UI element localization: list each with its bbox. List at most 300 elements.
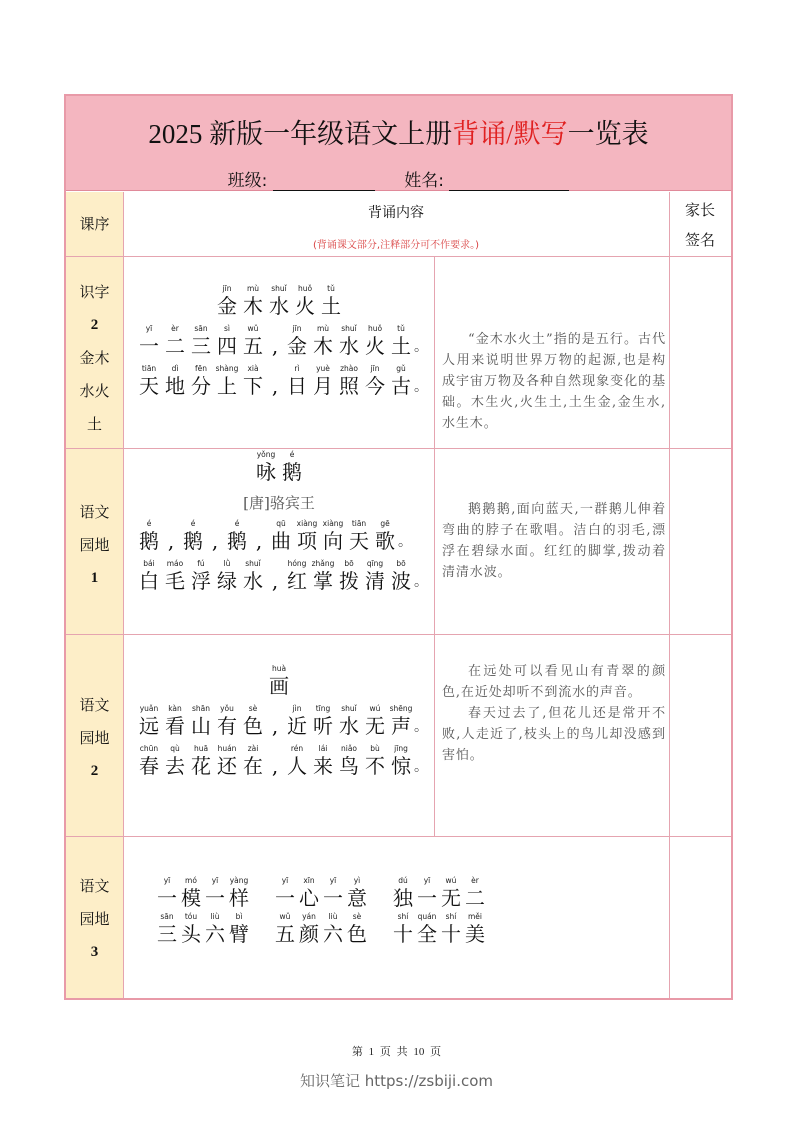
- hanzi: 六: [323, 922, 343, 946]
- note-paragraph: 在远处可以看见山有青翠的颜色,在近处却听不到流水的声音。: [442, 664, 666, 700]
- hanzi: 山: [191, 714, 211, 738]
- hanzi-with-pinyin: [188, 744, 214, 778]
- pinyin: xià: [247, 364, 259, 373]
- hanzi: 水: [269, 294, 289, 318]
- poem-title: [124, 664, 434, 698]
- poem-hua: [124, 664, 434, 778]
- pinyin: tīng: [315, 704, 331, 713]
- pinyin: yàng: [229, 876, 249, 885]
- pinyin: lǜ: [223, 559, 231, 568]
- hanzi: 咏: [256, 460, 276, 484]
- hanzi-with-pinyin: [136, 559, 162, 593]
- class-field: [228, 166, 375, 191]
- hanzi-with-pinyin: [362, 324, 388, 358]
- recitation-table: [64, 94, 733, 1000]
- hanzi: 火: [295, 294, 315, 318]
- hanzi: 日: [287, 374, 307, 398]
- pinyin: shí: [445, 912, 457, 921]
- pinyin: shàng: [215, 364, 239, 373]
- row-seq-4: [66, 870, 123, 969]
- row-seq-1: [66, 276, 123, 441]
- row-seq-3: [66, 689, 123, 788]
- page-title: [66, 112, 731, 151]
- pinyin: wǔ: [279, 912, 291, 921]
- hanzi: 一: [323, 886, 343, 910]
- hanzi: 来: [313, 754, 333, 778]
- pinyin: mù: [246, 284, 260, 293]
- seq-text: 土: [86, 415, 102, 433]
- poem-author: [唐]骆宾王: [243, 494, 315, 512]
- hanzi-with-pinyin: [310, 704, 336, 738]
- hanzi: 月: [313, 374, 333, 398]
- pinyin: yī: [145, 324, 153, 333]
- pinyin: rén: [290, 744, 304, 753]
- pinyin: yī: [211, 876, 219, 885]
- hanzi: 十: [441, 922, 461, 946]
- seq-text: 园地: [79, 729, 110, 747]
- pinyin: èr: [471, 876, 479, 885]
- name-blank[interactable]: [449, 174, 569, 191]
- hanzi: 地: [165, 374, 185, 398]
- hanzi: 十: [393, 922, 413, 946]
- hanzi-with-pinyin: [214, 284, 240, 318]
- note-paragraph: “金木水火土”指的是五行。古代人用来说明世界万物的起源,也是构成宇宙万物及各种自然现象变化的基础。木生火,火生土,土生金,金生水,水生木。: [442, 332, 666, 431]
- hanzi-with-pinyin: [310, 744, 336, 778]
- hanzi: 金: [287, 334, 307, 358]
- hanzi: 春: [139, 754, 159, 778]
- hanzi-with-pinyin: [203, 912, 227, 946]
- pinyin: shān: [191, 704, 210, 713]
- hanzi: 水: [339, 334, 359, 358]
- header-content-title: 背诵内容: [368, 205, 424, 221]
- hanzi: 美: [465, 922, 485, 946]
- pinyin: huǒ: [297, 284, 313, 293]
- poem-line: [136, 324, 434, 358]
- hanzi-with-pinyin: [391, 876, 415, 910]
- hanzi-with-pinyin: [362, 364, 388, 398]
- pinyin: zài: [247, 744, 259, 753]
- hanzi: 画: [269, 674, 289, 698]
- pinyin: qū: [276, 519, 286, 528]
- pinyin: lái: [318, 744, 328, 753]
- hanzi-with-pinyin: [179, 912, 203, 946]
- pinyin: é: [289, 450, 295, 459]
- hanzi-with-pinyin: [188, 704, 214, 738]
- pinyin: gē: [380, 519, 390, 528]
- idiom: [273, 912, 369, 946]
- idiom-row: [155, 876, 487, 910]
- pinyin: měi: [467, 912, 482, 921]
- pinyin: bō: [396, 559, 406, 568]
- hanzi-with-pinyin: [284, 364, 310, 398]
- seq-text: 园地: [79, 536, 110, 554]
- hanzi: 一: [275, 886, 295, 910]
- hanzi-with-pinyin: [362, 704, 388, 738]
- pinyin: liù: [328, 912, 338, 921]
- hanzi-with-pinyin: [136, 704, 162, 738]
- punctuation: ,: [271, 374, 279, 398]
- pinyin: wú: [369, 704, 381, 713]
- poem-line: [136, 744, 434, 778]
- hanzi-with-pinyin: [214, 324, 240, 358]
- hanzi: 一: [417, 886, 437, 910]
- pinyin: yán: [302, 912, 316, 921]
- poem-jinmushuihuotu: [124, 284, 434, 398]
- pinyin: é: [146, 519, 152, 528]
- pinyin: qīng: [366, 559, 384, 568]
- punctuation: 。: [398, 534, 412, 550]
- hanzi-with-pinyin: [345, 876, 369, 910]
- hanzi: 上: [217, 374, 237, 398]
- pinyin: rì: [294, 364, 300, 373]
- pinyin: dì: [171, 364, 179, 373]
- pinyin: yǒu: [220, 704, 234, 713]
- pinyin: chūn: [139, 744, 159, 753]
- hanzi: 项: [297, 529, 317, 553]
- header-sign: [669, 192, 731, 255]
- hanzi-with-pinyin: [162, 324, 188, 358]
- pinyin: mó: [185, 876, 197, 885]
- divider: [66, 836, 731, 837]
- pinyin: huán: [217, 744, 237, 753]
- pinyin: shēng: [389, 704, 413, 713]
- pinyin: wǔ: [247, 324, 259, 333]
- pinyin: é: [190, 519, 196, 528]
- hanzi-with-pinyin: [362, 559, 388, 593]
- hanzi-with-pinyin: [310, 559, 336, 593]
- pinyin: tǔ: [397, 324, 405, 333]
- divider: [669, 192, 670, 998]
- hanzi-with-pinyin: [273, 876, 297, 910]
- pinyin: tiān: [351, 519, 367, 528]
- hanzi-with-pinyin: [336, 324, 362, 358]
- hanzi-with-pinyin: [321, 876, 345, 910]
- pinyin: zhào: [340, 364, 358, 373]
- name-label: 姓名:: [404, 171, 444, 191]
- hanzi-with-pinyin: [227, 876, 251, 910]
- hanzi-with-pinyin: [136, 364, 162, 398]
- seq-text: 语文: [79, 696, 110, 714]
- seq-text: 语文: [79, 503, 110, 521]
- punctuation: ,: [211, 529, 219, 553]
- hanzi: 木: [243, 294, 263, 318]
- punctuation: ,: [271, 754, 279, 778]
- hanzi: 鸟: [339, 754, 359, 778]
- hanzi: 去: [165, 754, 185, 778]
- hanzi: 水: [243, 569, 263, 593]
- pinyin: liù: [210, 912, 220, 921]
- hanzi-with-pinyin: [136, 744, 162, 778]
- hanzi-with-pinyin: [162, 559, 188, 593]
- pinyin: quán: [417, 912, 437, 921]
- hanzi: 头: [181, 922, 201, 946]
- hanzi-with-pinyin: [180, 519, 206, 553]
- header-seq: 课序: [79, 215, 110, 233]
- hanzi: 颜: [299, 922, 319, 946]
- hanzi: 一: [157, 886, 177, 910]
- hanzi: 土: [391, 334, 411, 358]
- hanzi-with-pinyin: [227, 912, 251, 946]
- hanzi: 独: [393, 886, 413, 910]
- pinyin: fú: [197, 559, 205, 568]
- hanzi-with-pinyin: [266, 284, 292, 318]
- hanzi: 清: [365, 569, 385, 593]
- pinyin: yuè: [316, 364, 330, 373]
- hanzi: 三: [157, 922, 177, 946]
- poem-line: [136, 559, 434, 593]
- hanzi: 臂: [229, 922, 249, 946]
- hanzi: 向: [323, 529, 343, 553]
- name-field: [404, 166, 569, 191]
- seq-text: 水火: [79, 382, 110, 400]
- pinyin: shuǐ: [271, 284, 287, 293]
- hanzi: 色: [243, 714, 263, 738]
- punctuation: 。: [414, 759, 428, 775]
- hanzi-with-pinyin: [224, 519, 250, 553]
- hanzi-with-pinyin: [294, 519, 320, 553]
- pinyin: huà: [271, 664, 287, 673]
- hanzi-with-pinyin: [284, 324, 310, 358]
- hanzi: 四: [217, 334, 237, 358]
- hanzi: 一: [139, 334, 159, 358]
- seq-text: 金木: [79, 349, 110, 367]
- header-content-note: (背诵课文部分,注释部分可不作要求。): [313, 240, 479, 251]
- hanzi: 鹅: [139, 529, 159, 553]
- hanzi: 毛: [165, 569, 185, 593]
- hanzi-with-pinyin: [415, 912, 439, 946]
- hanzi: 天: [139, 374, 159, 398]
- hanzi-with-pinyin: [321, 912, 345, 946]
- note-paragraph: 春天过去了,但花儿还是常开不败,人走近了,枝头上的鸟儿却没感到害怕。: [442, 706, 666, 763]
- pinyin: yì: [353, 876, 361, 885]
- class-label: 班级:: [227, 171, 268, 191]
- hanzi-with-pinyin: [388, 559, 414, 593]
- hanzi-with-pinyin: [336, 559, 362, 593]
- hanzi: 木: [313, 334, 333, 358]
- pinyin: shí: [397, 912, 409, 921]
- seq-text: 识字: [79, 283, 110, 301]
- pinyin: yuǎn: [139, 704, 159, 713]
- hanzi-with-pinyin: [188, 364, 214, 398]
- site-watermark: 知识笔记 https://zsbiji.com: [299, 1072, 494, 1090]
- hanzi: 土: [321, 294, 341, 318]
- hanzi-with-pinyin: [240, 559, 266, 593]
- pinyin: sè: [248, 704, 258, 713]
- pinyin: xiàng: [322, 519, 344, 528]
- hanzi-with-pinyin: [155, 912, 179, 946]
- hanzi: 歌: [375, 529, 395, 553]
- hanzi: 一: [205, 886, 225, 910]
- pinyin: sān: [160, 912, 174, 921]
- punctuation: 。: [414, 379, 428, 395]
- hanzi-with-pinyin: [336, 744, 362, 778]
- hanzi: 无: [441, 886, 461, 910]
- hanzi-with-pinyin: [179, 876, 203, 910]
- hanzi: 远: [139, 714, 159, 738]
- hanzi: 无: [365, 714, 385, 738]
- punctuation: ,: [271, 569, 279, 593]
- hanzi-with-pinyin: [388, 704, 414, 738]
- hanzi: 近: [287, 714, 307, 738]
- hanzi-with-pinyin: [214, 559, 240, 593]
- note-yonge: [442, 499, 666, 583]
- hanzi-with-pinyin: [162, 744, 188, 778]
- hanzi: 波: [391, 569, 411, 593]
- hanzi-with-pinyin: [388, 324, 414, 358]
- hanzi: 分: [191, 374, 211, 398]
- pinyin: dú: [398, 876, 408, 885]
- hanzi-with-pinyin: [439, 876, 463, 910]
- hanzi-with-pinyin: [336, 704, 362, 738]
- hanzi-with-pinyin: [240, 364, 266, 398]
- hanzi-with-pinyin: [388, 364, 414, 398]
- hanzi-with-pinyin: [284, 704, 310, 738]
- hanzi: 掌: [313, 569, 333, 593]
- page-number: 第 1 页 共 10 页: [351, 1046, 442, 1058]
- divider: [434, 256, 435, 836]
- pinyin: sì: [224, 324, 230, 333]
- hanzi-with-pinyin: [240, 744, 266, 778]
- idiom-row: [155, 912, 487, 946]
- hanzi: 惊: [391, 754, 411, 778]
- hanzi: 在: [243, 754, 263, 778]
- pinyin: bì: [235, 912, 243, 921]
- pinyin: kàn: [168, 704, 182, 713]
- hanzi-with-pinyin: [439, 912, 463, 946]
- pinyin: wú: [445, 876, 457, 885]
- divider: [66, 448, 731, 449]
- hanzi: 不: [365, 754, 385, 778]
- class-blank[interactable]: [273, 174, 375, 191]
- hanzi: 全: [417, 922, 437, 946]
- pinyin: yǒng: [256, 450, 276, 459]
- seq-text: 1: [90, 570, 99, 586]
- hanzi-with-pinyin: [292, 284, 318, 318]
- hanzi-with-pinyin: [240, 284, 266, 318]
- punctuation: ,: [271, 334, 279, 358]
- divider: [66, 634, 731, 635]
- student-info: [66, 166, 731, 191]
- header-content: [123, 192, 669, 251]
- hanzi: 色: [347, 922, 367, 946]
- hanzi: 白: [139, 569, 159, 593]
- poem-title: [124, 450, 434, 484]
- pinyin: tóu: [184, 912, 198, 921]
- hanzi: 曲: [271, 529, 291, 553]
- punctuation: ,: [255, 529, 263, 553]
- punctuation: 。: [414, 339, 428, 355]
- hanzi-with-pinyin: [253, 450, 279, 484]
- hanzi-with-pinyin: [162, 364, 188, 398]
- hanzi-with-pinyin: [346, 519, 372, 553]
- hanzi: 五: [275, 922, 295, 946]
- pinyin: sān: [194, 324, 208, 333]
- hanzi-with-pinyin: [320, 519, 346, 553]
- punctuation: 。: [414, 574, 428, 590]
- pinyin: yī: [281, 876, 289, 885]
- hanzi-with-pinyin: [136, 519, 162, 553]
- pinyin: gǔ: [396, 364, 406, 373]
- pinyin: shuǐ: [245, 559, 261, 568]
- hanzi-with-pinyin: [155, 876, 179, 910]
- hanzi-with-pinyin: [372, 519, 398, 553]
- hanzi-with-pinyin: [463, 876, 487, 910]
- pinyin: shuǐ: [341, 704, 357, 713]
- pinyin: sè: [352, 912, 362, 921]
- hanzi: 今: [365, 374, 385, 398]
- hanzi-with-pinyin: [188, 559, 214, 593]
- pinyin: qù: [170, 744, 180, 753]
- hanzi-with-pinyin: [310, 364, 336, 398]
- pinyin: jīn: [222, 284, 232, 293]
- punctuation: 。: [414, 719, 428, 735]
- pinyin: fēn: [194, 364, 207, 373]
- hanzi-with-pinyin: [463, 912, 487, 946]
- hanzi-with-pinyin: [214, 744, 240, 778]
- hanzi-with-pinyin: [240, 324, 266, 358]
- idiom: [391, 912, 487, 946]
- hanzi: 下: [243, 374, 263, 398]
- hanzi: 绿: [217, 569, 237, 593]
- sign-line2: 签名: [684, 231, 715, 249]
- hanzi-with-pinyin: [310, 324, 336, 358]
- title-band: [66, 96, 731, 191]
- hanzi-with-pinyin: [188, 324, 214, 358]
- punctuation: ,: [167, 529, 175, 553]
- hanzi-with-pinyin: [162, 704, 188, 738]
- hanzi: 金: [217, 294, 237, 318]
- title-suffix: 一览表: [567, 119, 649, 149]
- pinyin: èr: [171, 324, 179, 333]
- note-jinmushuihuotu: [442, 329, 666, 434]
- hanzi-with-pinyin: [415, 876, 439, 910]
- pinyin: mù: [316, 324, 330, 333]
- idiom-grid: [155, 876, 487, 948]
- pinyin: é: [234, 519, 240, 528]
- seq-text: 园地: [79, 910, 110, 928]
- hanzi: 心: [299, 886, 319, 910]
- pinyin: jīng: [394, 744, 408, 753]
- pinyin: bō: [344, 559, 354, 568]
- idiom: [155, 912, 251, 946]
- hanzi-with-pinyin: [268, 519, 294, 553]
- hanzi: 二: [465, 886, 485, 910]
- pinyin: tiān: [141, 364, 157, 373]
- pinyin: yī: [423, 876, 431, 885]
- pinyin: shuǐ: [341, 324, 357, 333]
- hanzi: 二: [165, 334, 185, 358]
- pinyin: zhǎng: [311, 559, 335, 568]
- poem-line: [136, 704, 434, 738]
- pinyin: niǎo: [340, 744, 358, 753]
- hanzi: 听: [313, 714, 333, 738]
- poem-line: [136, 364, 434, 398]
- poem-yonge: [124, 450, 434, 593]
- seq-text: 3: [90, 944, 99, 960]
- idiom: [273, 876, 369, 910]
- pinyin: huā: [193, 744, 209, 753]
- hanzi-with-pinyin: [240, 704, 266, 738]
- pinyin: jìn: [292, 704, 302, 713]
- sign-line1: 家长: [684, 201, 715, 219]
- hanzi: 意: [347, 886, 367, 910]
- hanzi: 五: [243, 334, 263, 358]
- idiom: [155, 876, 251, 910]
- hanzi: 六: [205, 922, 225, 946]
- hanzi: 浮: [191, 569, 211, 593]
- pinyin: xīn: [303, 876, 315, 885]
- pinyin: xiàng: [296, 519, 318, 528]
